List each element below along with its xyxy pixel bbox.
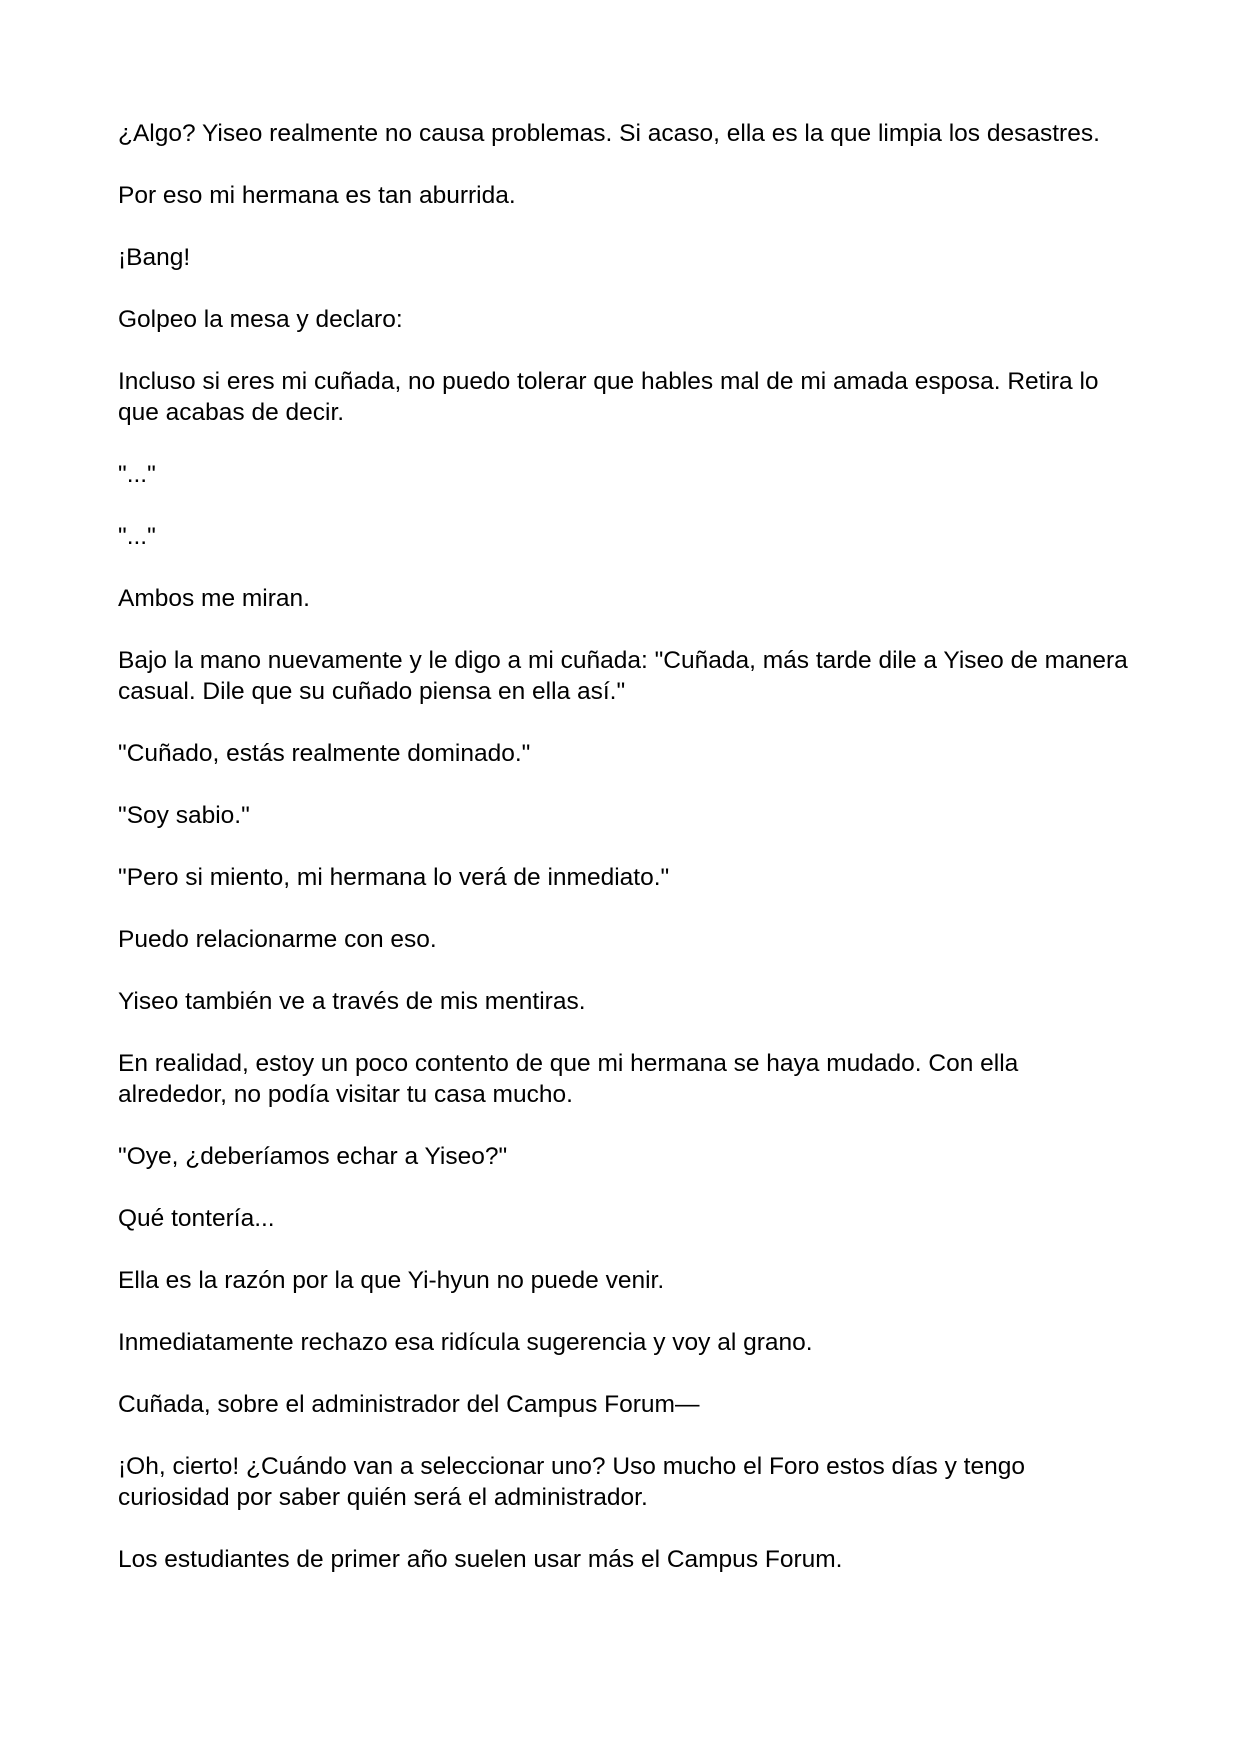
paragraph: Incluso si eres mi cuñada, no puedo tolerar que hables mal de mi amada esposa. Retira lo que acabas de decir. [118,368,1106,426]
paragraph: Qué tontería... [118,1205,275,1232]
paragraph: "Soy sabio." [118,802,250,829]
paragraph: Inmediatamente rechazo esa ridícula sugerencia y voy al grano. [118,1329,813,1356]
document-body [118,118,1135,1606]
paragraph: "Oye, ¿deberíamos echar a Yiseo?" [118,1143,508,1170]
paragraph: Los estudiantes de primer año suelen usar más el Campus Forum. [118,1546,843,1573]
paragraph: "Pero si miento, mi hermana lo verá de inmediato." [118,864,670,891]
paragraph: Cuñada, sobre el administrador del Campus Forum— [118,1391,700,1418]
paragraph: "Cuñado, estás realmente dominado." [118,740,531,767]
paragraph: ¡Oh, cierto! ¿Cuándo van a seleccionar uno? Uso mucho el Foro estos días y tengo curiosidad por saber quién será el administrador. [118,1453,1032,1511]
paragraph: Ambos me miran. [118,585,310,612]
paragraph: Por eso mi hermana es tan aburrida. [118,182,516,209]
paragraph: ¡Bang! [118,244,191,271]
paragraph: Ella es la razón por la que Yi-hyun no puede venir. [118,1267,665,1294]
paragraph: Golpeo la mesa y declaro: [118,306,403,333]
paragraph: "..." [118,461,156,488]
paragraph: En realidad, estoy un poco contento de que mi hermana se haya mudado. Con ella alrededor, no podía visitar tu casa mucho. [118,1050,1026,1108]
paragraph: ¿Algo? Yiseo realmente no causa problemas. Si acaso, ella es la que limpia los desastres. [118,120,1100,147]
paragraph: "..." [118,523,156,550]
paragraph: Bajo la mano nuevamente y le digo a mi cuñada: "Cuñada, más tarde dile a Yiseo de manera casual. Dile que su cuñado piensa en ella así." [118,647,1135,705]
paragraph: Puedo relacionarme con eso. [118,926,437,953]
paragraph: Yiseo también ve a través de mis mentiras. [118,988,586,1015]
